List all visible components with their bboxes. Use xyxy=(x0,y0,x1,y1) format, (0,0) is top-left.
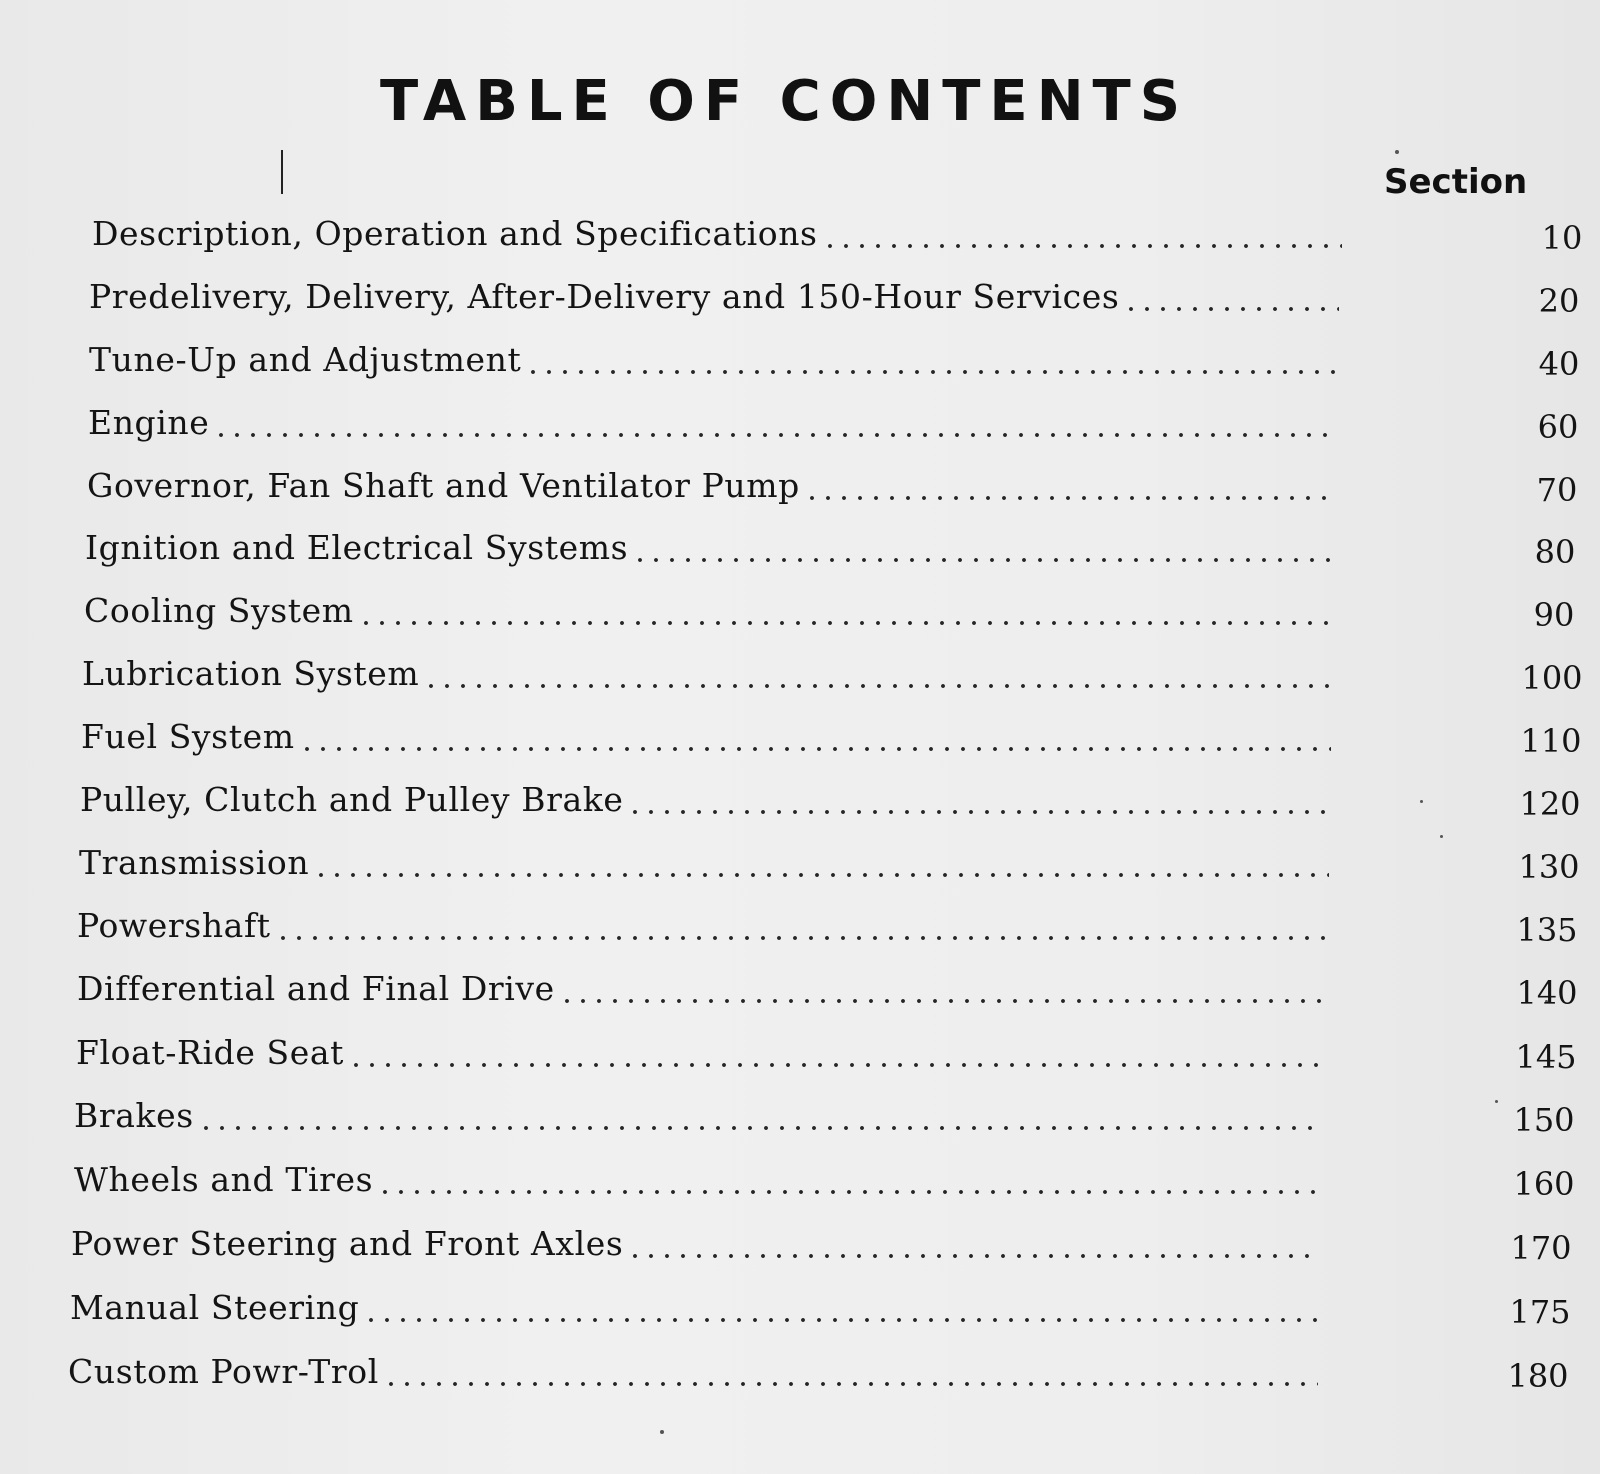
toc-section-number: 145 xyxy=(1515,1038,1577,1076)
toc-entry-title: Brakes xyxy=(74,1096,194,1135)
toc-entry xyxy=(74,1154,1324,1202)
toc-entry-title: Engine xyxy=(88,403,210,442)
toc-entry xyxy=(89,271,1339,319)
toc-entry xyxy=(77,963,1327,1011)
dot-leader xyxy=(559,997,1327,1005)
toc-section-number: 10 xyxy=(1541,219,1583,257)
toc-row xyxy=(85,522,1600,570)
toc-entry xyxy=(85,522,1335,570)
toc-entry-title: Power Steering and Front Axles xyxy=(71,1224,624,1263)
dot-leader xyxy=(377,1188,1324,1196)
toc-entry-title: Transmission xyxy=(79,843,310,882)
page-title: TABLE OF CONTENTS xyxy=(380,69,1190,134)
toc-row xyxy=(74,1090,1594,1138)
toc-section-number: 180 xyxy=(1507,1357,1569,1395)
dot-leader xyxy=(627,808,1330,816)
toc-row xyxy=(87,460,1600,508)
toc-entry xyxy=(74,1090,1324,1138)
toc-section-number: 110 xyxy=(1520,722,1582,760)
toc-section-number: 70 xyxy=(1536,471,1578,509)
toc-row xyxy=(88,397,1600,445)
dot-leader xyxy=(358,619,1334,627)
dot-leader xyxy=(822,242,1342,250)
toc-entry xyxy=(92,208,1342,256)
toc-section-number: 90 xyxy=(1533,596,1575,634)
toc-entry xyxy=(70,1282,1320,1330)
toc-entry xyxy=(82,648,1332,696)
toc-entry-title: Manual Steering xyxy=(70,1288,360,1327)
dot-leader xyxy=(804,494,1337,502)
toc-section-number: 140 xyxy=(1516,974,1578,1012)
toc-row xyxy=(74,1154,1594,1202)
toc-section-number: 130 xyxy=(1518,848,1580,886)
toc-row xyxy=(89,271,1600,319)
toc-entry-title: Float-Ride Seat xyxy=(76,1033,345,1072)
dot-leader xyxy=(423,682,1332,690)
toc-row xyxy=(68,1346,1588,1394)
toc-entry xyxy=(77,900,1327,948)
dot-leader xyxy=(627,1252,1321,1260)
toc-row xyxy=(89,334,1600,382)
toc-entry-title: Pulley, Clutch and Pulley Brake xyxy=(80,780,624,819)
toc-row xyxy=(71,1218,1591,1266)
toc-row xyxy=(81,711,1600,759)
dot-leader xyxy=(213,431,1338,439)
toc-entry xyxy=(80,774,1330,822)
dot-leader xyxy=(348,1061,1326,1069)
toc-section-number: 40 xyxy=(1538,345,1580,383)
toc-entry xyxy=(81,711,1331,759)
toc-section-number: 120 xyxy=(1519,785,1581,823)
toc-row xyxy=(84,585,1600,633)
toc-entry xyxy=(71,1218,1321,1266)
toc-entry-title: Powershaft xyxy=(77,906,271,945)
toc-section-number: 80 xyxy=(1534,533,1576,571)
dot-leader xyxy=(1123,305,1339,313)
toc-entry xyxy=(79,837,1329,885)
dot-leader xyxy=(363,1316,1320,1324)
toc-row xyxy=(77,963,1597,1011)
dot-leader xyxy=(313,871,1329,879)
toc-section-number: 175 xyxy=(1509,1293,1571,1331)
toc-entry-title: Cooling System xyxy=(84,591,354,630)
toc-entry-title: Custom Powr-Trol xyxy=(68,1352,379,1391)
toc-row xyxy=(82,648,1600,696)
section-column-header: Section xyxy=(1384,162,1528,202)
toc-section-number: 170 xyxy=(1510,1229,1572,1267)
toc-entry xyxy=(68,1346,1318,1394)
toc-row xyxy=(79,837,1599,885)
toc-entry xyxy=(87,460,1337,508)
toc-section-number: 160 xyxy=(1513,1165,1575,1203)
toc-entry xyxy=(89,334,1339,382)
toc-row xyxy=(80,774,1600,822)
toc-section-number: 20 xyxy=(1538,282,1580,320)
toc-entry-title: Fuel System xyxy=(81,717,295,756)
dot-leader xyxy=(383,1380,1318,1388)
toc-row xyxy=(70,1282,1590,1330)
toc-entry xyxy=(84,585,1334,633)
toc-entry-title: Wheels and Tires xyxy=(74,1160,374,1199)
toc-entry xyxy=(88,397,1338,445)
toc-entry-title: Tune-Up and Adjustment xyxy=(89,340,522,379)
toc-entry-title: Ignition and Electrical Systems xyxy=(85,528,629,567)
toc-row xyxy=(92,208,1600,256)
toc-entry xyxy=(76,1027,1326,1075)
toc-entry-title: Predelivery, Delivery, After-Delivery and 150-Hour Services xyxy=(89,277,1120,316)
dot-leader xyxy=(198,1124,1324,1132)
toc-entry-title: Governor, Fan Shaft and Ventilator Pump xyxy=(87,466,800,505)
dot-leader xyxy=(525,368,1339,376)
toc-entry-title: Differential and Final Drive xyxy=(77,969,555,1008)
toc-row xyxy=(77,900,1597,948)
toc-entry-title: Description, Operation and Specifications xyxy=(92,214,818,253)
dot-leader xyxy=(275,934,1327,942)
toc-entry-title: Lubrication System xyxy=(82,654,420,693)
toc-section-number: 150 xyxy=(1513,1101,1575,1139)
dot-leader xyxy=(299,745,1331,753)
toc-section-number: 135 xyxy=(1516,911,1578,949)
dot-leader xyxy=(632,556,1335,564)
toc-row xyxy=(76,1027,1596,1075)
toc-section-number: 100 xyxy=(1521,659,1583,697)
toc-section-number: 60 xyxy=(1537,408,1579,446)
